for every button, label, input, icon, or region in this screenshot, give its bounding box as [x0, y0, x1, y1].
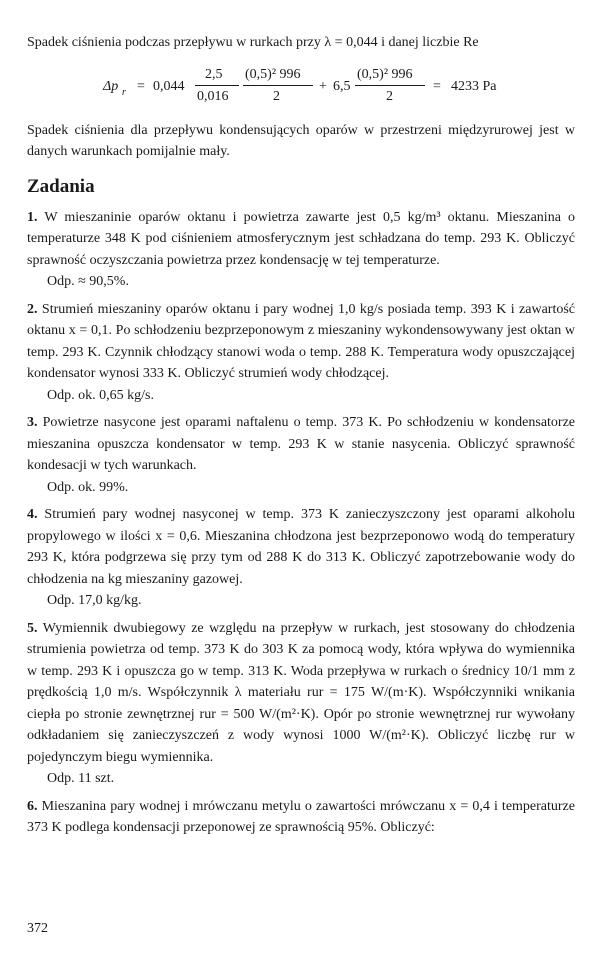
formula-fraction-2-denominator: 2	[273, 88, 280, 104]
document-page	[27, 32, 575, 845]
task-5	[27, 618, 575, 790]
task-number: 2.	[27, 301, 38, 317]
formula-equals-2: =	[433, 78, 441, 94]
after-formula-paragraph: Spadek ciśnienia dla przepływu kondensujących oparów w przestrzeni międzyrurowej jest w danych warunkach pomijalnie mały.	[27, 122, 575, 159]
formula-fraction-2-numerator: (0,5)² 996	[245, 66, 301, 82]
page-number: 372	[27, 921, 48, 936]
formula-fraction-1-denominator: 0,016	[197, 88, 229, 104]
formula-lhs-subscript: r	[122, 86, 126, 98]
task-answer: Odp. ≈ 90,5%.	[47, 274, 129, 289]
task-text: W mieszaninie oparów oktanu i powietrza zawarte jest 0,5 kg/m³ oktanu. Mieszanina o temperaturze 348 K pod ciśnieniem atmosferycznym jest schładzana do temp. 293 K. Obliczyć sprawność oczyszczania powietrza przez kondensację w tej temperaturze.	[27, 209, 575, 268]
task-number: 6.	[27, 798, 38, 814]
formula-equals: =	[137, 78, 145, 94]
task-text: Strumień mieszaniny oparów oktanu i pary wodnej 1,0 kg/s posiada temp. 393 K i zawartość oktanu x = 0,1. Po schłodzeniu bezprzeponowym z mieszaniny wykondensowywany jest oktan w temp. 293 K. Czynnik chłodzący stanowi woda o temp. 288 K. Temperatura wody opuszczającej kondensator wynosi 333 K. Obliczyć strumień wody chłodzącej.	[27, 301, 575, 381]
task-6	[27, 796, 575, 839]
task-number: 5.	[27, 620, 38, 636]
formula-coefficient-2: 6,5	[333, 78, 351, 94]
task-answer: Odp. ok. 0,65 kg/s.	[47, 387, 154, 403]
task-text: Wymiennik dwubiegowy ze względu na przepływ w rurkach, jest stosowany do chłodzenia strumienia powietrza od temp. 373 K do 303 K za pomocą wody, która wpływa do wymiennika w temp. 293 K i opuszcza go w temp. 313 K. Woda przepływa w rurkach o średnicy 10/1 mm z prędkością 1,0 m/s. Współczynnik λ materiału rur = 175 W/(m·K). Współczynniki wnikania ciepła po stronie zewnętrznej rur = 500 W/(m²·K). Opór po stronie wewnętrznej rur wywołany odkładaniem się zanieczyszczeń z wody wynosi 1000 W/(m²·K). Obliczyć liczbę rur w pojedynczym biegu wymiennika.	[27, 620, 575, 765]
task-1	[27, 207, 575, 293]
intro-line: Spadek ciśnienia podczas przepływu w rurkach przy λ = 0,044 i danej liczbie Re	[27, 35, 479, 50]
formula-fraction-3-numerator: (0,5)² 996	[357, 66, 413, 82]
task-2	[27, 299, 575, 407]
task-number: 3.	[27, 415, 38, 430]
task-text: Powietrze nasycone jest oparami naftalenu o temp. 373 K. Po schłodzeniu w kondensatorze mieszanina opuszcza kondensator w temp. 293 K w stanie nasycenia. Obliczyć sprawność kondesacji w tych warunkach.	[27, 415, 576, 473]
task-answer: Odp. 17,0 kg/kg.	[47, 593, 142, 608]
formula-result: 4233 Pa	[451, 78, 497, 94]
task-number: 4.	[27, 507, 38, 522]
task-answer: Odp. ok. 99%.	[47, 479, 129, 495]
formula-fraction-3-denominator: 2	[386, 88, 393, 104]
task-4	[27, 504, 575, 612]
task-text: Mieszanina pary wodnej i mrówczanu metylu o zawartości mrówczanu x = 0,4 i temperaturze 373 K podlega kondensacji przeponowej ze sprawnością 95%. Obliczyć:	[27, 798, 575, 835]
formula-plus: +	[319, 78, 327, 94]
task-3	[27, 412, 575, 498]
task-answer: Odp. 11 szt.	[47, 771, 115, 786]
formula-fraction-1-numerator: 2,5	[205, 66, 223, 82]
pressure-drop-formula	[27, 62, 575, 108]
formula-coefficient-1: 0,044	[153, 78, 185, 94]
task-number: 1.	[27, 209, 38, 225]
task-text: Strumień pary wodnej nasyconej w temp. 373 K zanieczyszczony jest oparami alkoholu propylowego w ilości x = 0,6. Mieszanina chłodzona jest bezprzeponowo wodą do temperatury 293 K, która podgrzewa się przy tym od 288 K do 313 K. Obliczyć zapotrzebowanie wody do chłodzenia na kg mieszaniny gazowej.	[27, 507, 576, 587]
formula-lhs: Δp	[103, 78, 119, 94]
section-title: Zadania	[27, 175, 95, 197]
